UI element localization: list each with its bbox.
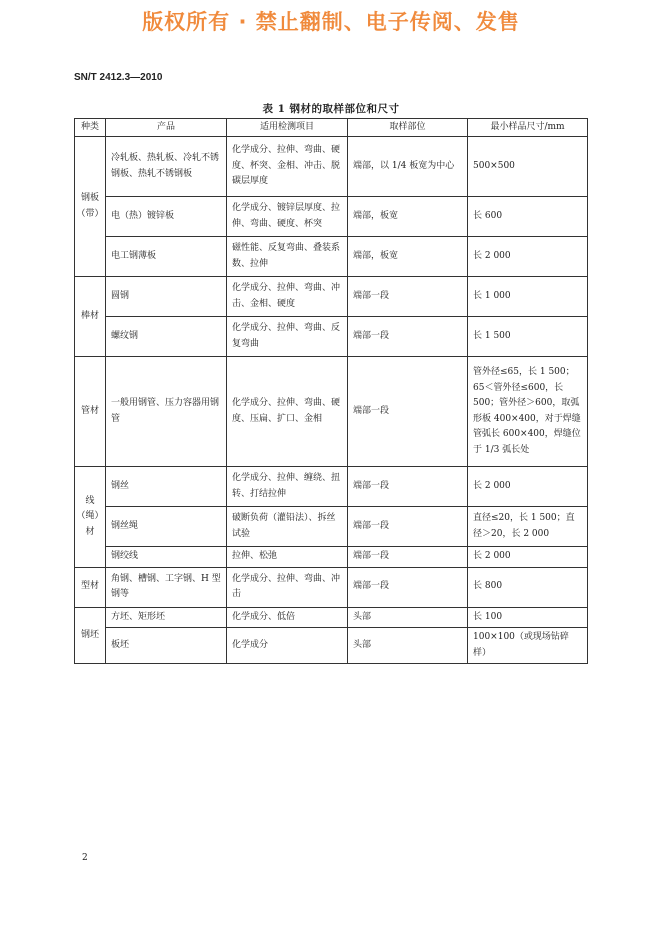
header-size: 最小样品尺寸/mm [468,119,588,137]
table-row [75,628,588,664]
size-cell: 长 100 [468,607,588,628]
tests-cell: 化学成分、拉伸、弯曲、冲击 [227,567,348,607]
location-cell: 端部，板宽 [348,197,468,237]
location-cell: 端部一段 [348,467,468,507]
tests-cell: 拉伸、松弛 [227,547,348,568]
header-tests: 适用检测项目 [227,119,348,137]
location-cell: 端部一段 [348,567,468,607]
product-cell: 角钢、槽钢、工字钢、H 型钢等 [106,567,227,607]
table-caption: 表 1 钢材的取样部位和尺寸 [262,103,400,115]
product-cell: 方坯、矩形坯 [106,607,227,628]
header-kind: 种类 [75,119,106,137]
tests-cell: 化学成分 [227,628,348,664]
size-cell: 500×500 [468,137,588,197]
size-cell: 100×100（或现场钻碎样） [468,628,588,664]
table-row [75,607,588,628]
product-cell: 钢绞线 [106,547,227,568]
tests-cell: 磁性能、反复弯曲、叠装系数、拉伸 [227,237,348,277]
location-cell: 端部，以 1/4 板宽为中心 [348,137,468,197]
product-cell: 一般用钢管、压力容器用钢管 [106,357,227,467]
table-header-row [75,119,588,137]
size-cell: 长 600 [468,197,588,237]
kind-cell-wire: 线（绳）材 [75,467,106,568]
table-row [75,317,588,357]
product-cell: 钢丝 [106,467,227,507]
product-cell: 电工钢薄板 [106,237,227,277]
table-row [75,277,588,317]
tests-cell: 化学成分、拉伸、弯曲、反复弯曲 [227,317,348,357]
table-row [75,547,588,568]
product-cell: 圆钢 [106,277,227,317]
product-cell: 冷轧板、热轧板、冷轧不锈钢板、热轧不锈钢板 [106,137,227,197]
table-row [75,357,588,467]
tests-cell: 化学成分、拉伸、弯曲、硬度、杯突、金相、冲击、脱碳层厚度 [227,137,348,197]
table-row [75,507,588,547]
location-cell: 端部一段 [348,547,468,568]
kind-cell-billet: 钢坯 [75,607,106,664]
location-cell: 端部一段 [348,507,468,547]
kind-cell-plate: 钢板（带） [75,137,106,277]
size-cell: 长 1 000 [468,277,588,317]
size-cell: 长 2 000 [468,237,588,277]
size-cell: 长 2 000 [468,467,588,507]
product-cell: 钢丝绳 [106,507,227,547]
tests-cell: 破断负荷（灌铅法）、拆丝试验 [227,507,348,547]
table-row [75,237,588,277]
tests-cell: 化学成分、低倍 [227,607,348,628]
page-number: 2 [82,853,88,863]
size-cell: 长 1 500 [468,317,588,357]
copyright-watermark: 版权所有 · 禁止翻制、电子传阅、发售 [142,10,520,34]
kind-cell-pipe: 管材 [75,357,106,467]
size-cell: 长 2 000 [468,547,588,568]
product-cell: 螺纹钢 [106,317,227,357]
kind-cell-bar: 棒材 [75,277,106,357]
sampling-table [74,118,588,664]
location-cell: 端部一段 [348,317,468,357]
table-row [75,467,588,507]
tests-cell: 化学成分、拉伸、弯曲、硬度、压扁、扩口、金相 [227,357,348,467]
table-row [75,567,588,607]
table-row [75,137,588,197]
location-cell: 端部，板宽 [348,237,468,277]
location-cell: 端部一段 [348,357,468,467]
location-cell: 端部一段 [348,277,468,317]
tests-cell: 化学成分、拉伸、弯曲、冲击、金相、硬度 [227,277,348,317]
tests-cell: 化学成分、镀锌层厚度、拉伸、弯曲、硬度、杯突 [227,197,348,237]
tests-cell: 化学成分、拉伸、缠绕、扭转、打结拉伸 [227,467,348,507]
table-row [75,197,588,237]
header-location: 取样部位 [348,119,468,137]
size-cell: 管外径≤65，长 1 500；65＜管外径≤600，长 500；管外径＞600，取弧形板 400×400，对于焊缝管弧长 600×400，焊缝位于 1/3 弧长处 [468,357,588,467]
kind-cell-section: 型材 [75,567,106,607]
location-cell: 头部 [348,607,468,628]
product-cell: 电（热）镀锌板 [106,197,227,237]
size-cell: 直径≤20，长 1 500；直径＞20，长 2 000 [468,507,588,547]
product-cell: 板坯 [106,628,227,664]
standard-number: SN/T 2412.3—2010 [74,72,163,83]
size-cell: 长 800 [468,567,588,607]
location-cell: 头部 [348,628,468,664]
header-product: 产品 [106,119,227,137]
